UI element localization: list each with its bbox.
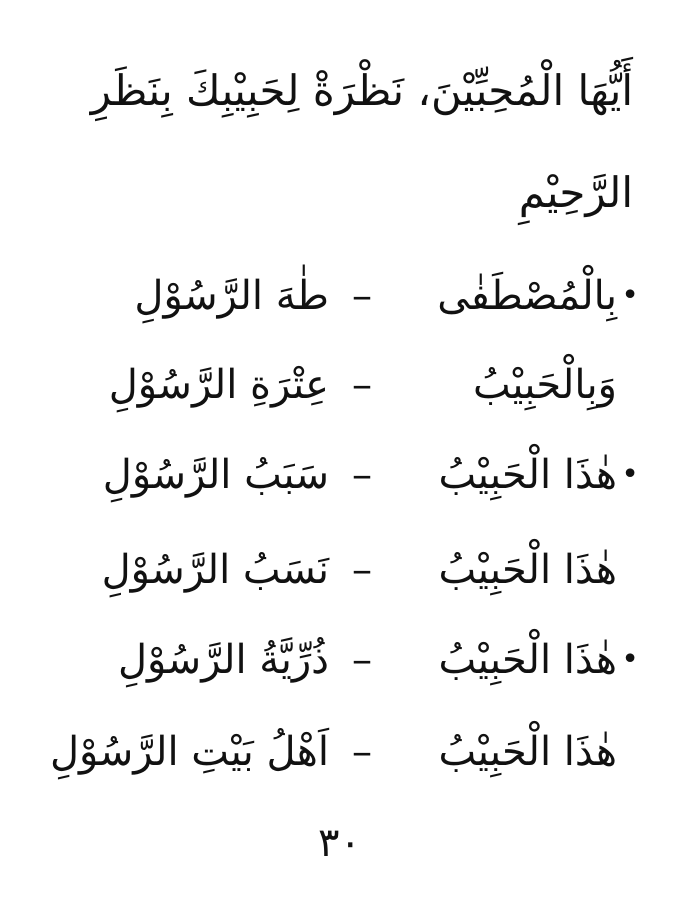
intro-line-2: الرَّحِيْمِ (518, 168, 633, 217)
verse-row (39, 722, 639, 782)
verse-row (39, 266, 639, 326)
intro-line-1: أَيُّهَا الْمُحِبِّيْنَ، نَظْرَةْ لِحَبِيْبِكَ بِنَظَرِ (90, 66, 633, 115)
bullet-marker: • (621, 457, 639, 492)
page-number: ٣٠ (318, 820, 361, 866)
verse-second-half: اَهْلُ بَيْتِ الرَّسُوْلِ (49, 729, 329, 775)
verse-separator: – (352, 452, 372, 498)
verse-row (39, 445, 639, 505)
verse-second-half: عِتْرَةِ الرَّسُوْلِ (108, 362, 329, 408)
bullet-marker: • (621, 642, 639, 677)
verse-first-half: هٰذَا الْحَبِيْبُ (438, 547, 617, 593)
verse-first-half: هٰذَا الْحَبِيْبُ (438, 637, 617, 683)
verse-row (39, 355, 639, 415)
verse-row (39, 630, 639, 690)
verse-separator: – (352, 273, 372, 319)
verse-first-half: هٰذَا الْحَبِيْبُ (438, 452, 617, 498)
verse-second-half: ذُرِّيَّةُ الرَّسُوْلِ (117, 637, 329, 683)
verse-row (39, 540, 639, 600)
verse-first-half: هٰذَا الْحَبِيْبُ (438, 729, 617, 775)
verse-first-half: بِالْمُصْطَفٰى (437, 273, 617, 319)
verse-separator: – (352, 547, 372, 593)
verse-separator: – (352, 362, 372, 408)
bullet-marker: • (621, 278, 639, 313)
verse-separator: – (352, 729, 372, 775)
verse-second-half: نَسَبُ الرَّسُوْلِ (101, 547, 329, 593)
verse-first-half: وَبِالْحَبِيْبُ (472, 362, 617, 408)
verse-second-half: طٰهَ الرَّسُوْلِ (134, 273, 329, 319)
verse-separator: – (352, 637, 372, 683)
verse-second-half: سَبَبُ الرَّسُوْلِ (102, 452, 329, 498)
